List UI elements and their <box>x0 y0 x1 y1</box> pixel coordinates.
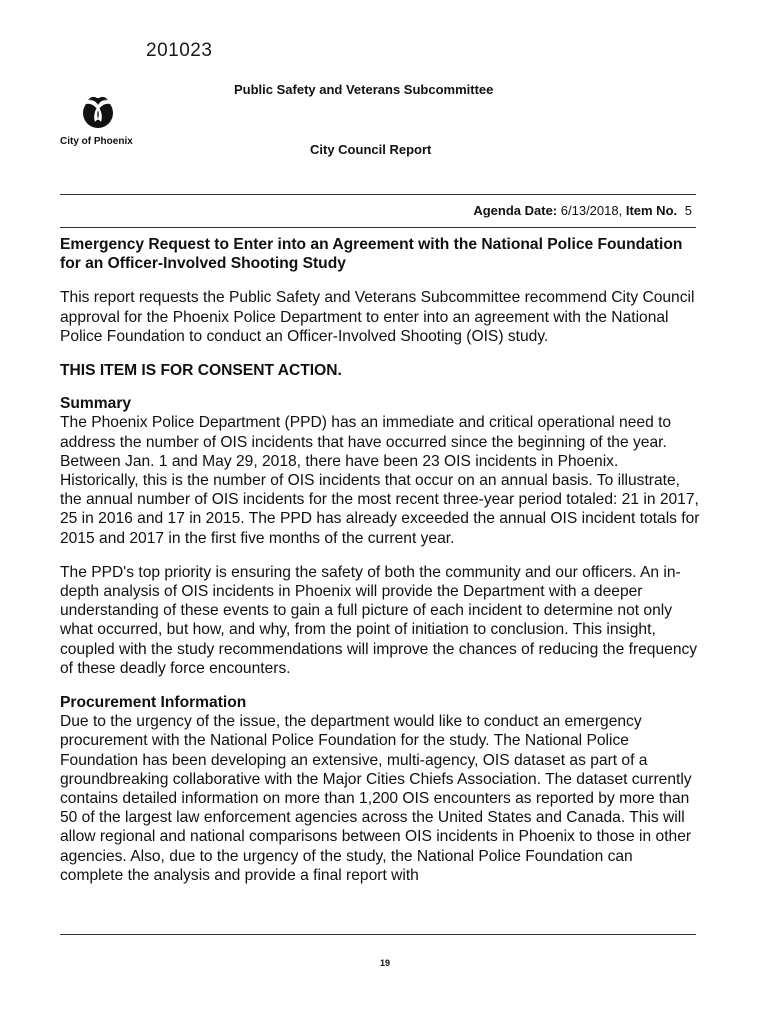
consent-statement: THIS ITEM IS FOR CONSENT ACTION. <box>60 362 342 380</box>
report-type: City Council Report <box>310 142 432 157</box>
page-number: 19 <box>379 958 390 968</box>
summary-paragraph-2: The PPD's top priority is ensuring the safety of both the community and our officers. An in-depth analysis of OIS incidents in Phoenix will provide the Department with a deeper understanding of these events to gain a full picture of each incident to determine not only what occurred, but how, and why, from the point of initiation to conclusion. This insight, coupled with the study recommendations will improve the chances of reducing the frequency of these deadly force encounters. <box>60 563 698 677</box>
city-label: City of Phoenix <box>60 136 133 147</box>
intro-paragraph: This report requests the Public Safety and Veterans Subcommittee recommend City Council approval for the Phoenix Police Department to enter into an agreement with the National Police Foundation to conduct an Officer-Involved Shooting (OIS) study. <box>60 289 695 345</box>
procurement-section <box>60 693 700 885</box>
item-number: 5 <box>684 203 692 218</box>
report-body <box>60 235 700 900</box>
item-label: Item No. <box>625 203 678 218</box>
agenda-date-label: Agenda Date: <box>473 203 558 218</box>
procurement-heading: Procurement Information <box>60 694 247 712</box>
header-divider-bottom <box>60 227 696 228</box>
subcommittee-name: Public Safety and Veterans Subcommittee <box>234 82 494 97</box>
report-title: Emergency Request to Enter into an Agreement with the National Police Foundation for an Officer-Involved Shooting Study <box>60 236 683 273</box>
procurement-paragraph-1: Due to the urgency of the issue, the department would like to conduct an emergency procurement with the National Police Foundation for the study. The National Police Foundation has been developing an extensive, multi-agency, OIS dataset as part of a groundbreaking collaborative with the Major Cities Chiefs Association. The dataset currently contains detailed information on more than 1,200 OIS encounters as reported by more than 50 of the largest law enforcement agencies across the United States and Canada. This will allow regional and national comparisons between OIS incidents in Phoenix to those in other agencies. Also, due to the urgency of the study, the National Police Foundation can complete the analysis and provide a final report with <box>60 713 692 884</box>
document-number: 201023 <box>146 40 213 61</box>
footer-divider <box>60 934 696 935</box>
summary-section <box>60 394 700 678</box>
agenda-date: 6/13/2018, <box>560 203 623 218</box>
phoenix-bird-icon <box>78 92 118 132</box>
agenda-line <box>473 203 692 218</box>
header-divider-top <box>60 194 696 195</box>
summary-heading: Summary <box>60 395 132 413</box>
summary-paragraph-1: The Phoenix Police Department (PPD) has an immediate and critical operational need to address the number of OIS incidents that have occurred since the beginning of the year. Between Jan. 1 and May 29, 2018, there have been 23 OIS incidents in Phoenix. Historically, this is the number of OIS incidents that occur on an annual basis. To illustrate, the annual number of OIS incidents for the most recent three-year period totaled: 21 in 2017, 25 in 2016 and 17 in 2015. The PPD has already exceeded the annual OIS incident totals for 2015 and 2017 in the first five months of the current year. <box>60 414 700 547</box>
